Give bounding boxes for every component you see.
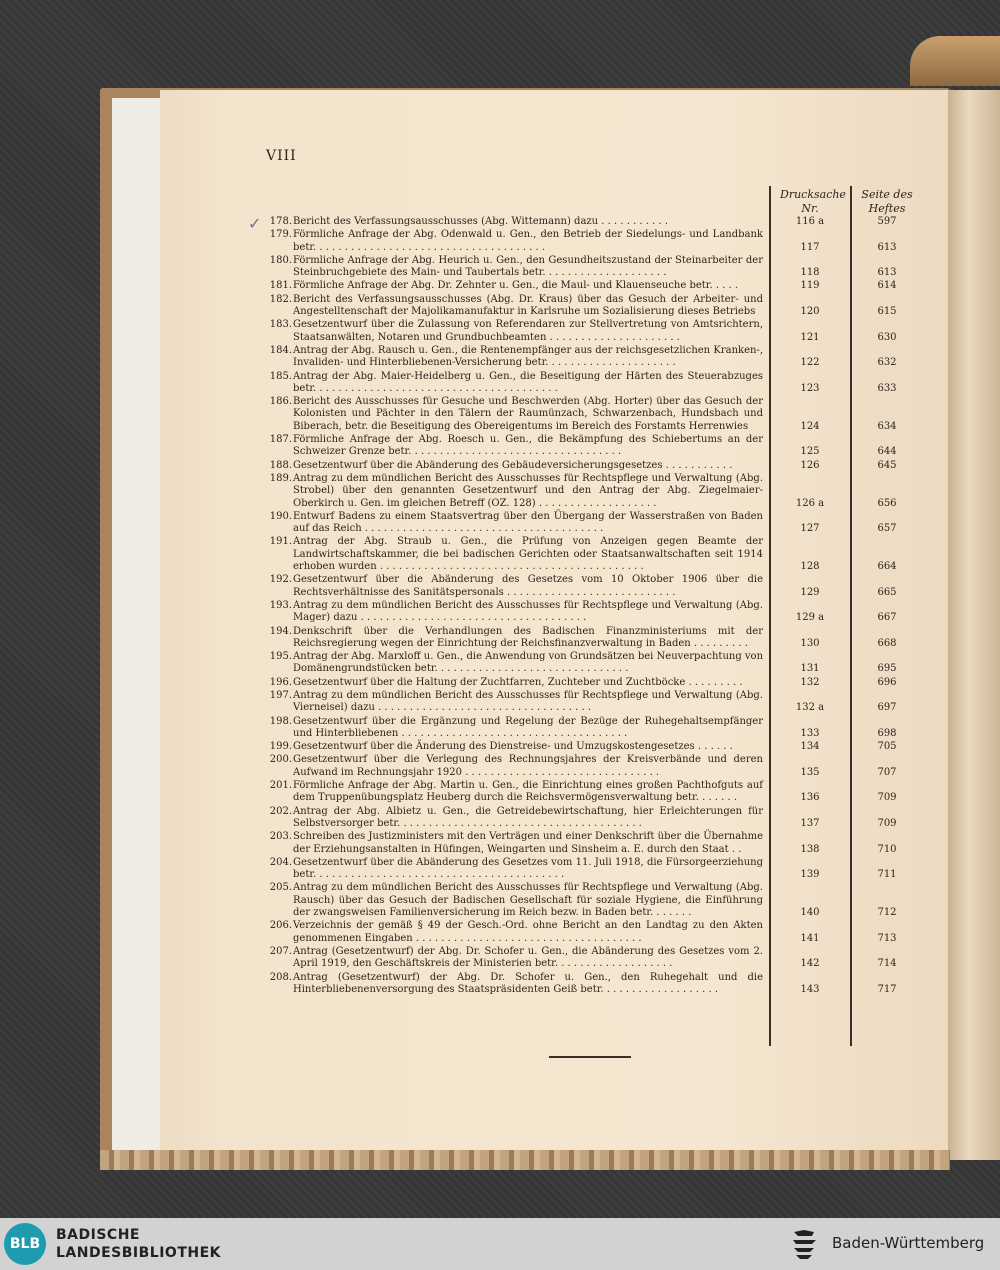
- entry-number: 202.: [269, 805, 292, 817]
- entry-title: Gesetzentwurf über die Ergänzung und Regelung der Bezüge der Ruhegehaltsempfänger und Hinterbliebenen . . . . . . . . . . . . . . . . . . . . . . . . . . . . . . . . . . . .: [293, 715, 763, 739]
- entry-page: 710: [877, 843, 897, 855]
- entry-number: 200.: [269, 754, 292, 766]
- toc-entry: [262, 806, 922, 831]
- entry-drucksache-nr: 118: [800, 267, 820, 279]
- entry-page: 634: [877, 420, 897, 432]
- entry-title: Antrag der Abg. Marxloff u. Gen., die Anwendung von Grundsätzen bei Neuverpachtung von Domänengrundstücken betr. . . . . . . . . . . . . . . . . . . . . . . . . . . . . . .: [293, 651, 764, 675]
- entry-number: 207.: [269, 945, 292, 957]
- entry-drucksache-nr: 136: [800, 792, 820, 804]
- entry-number: 203.: [269, 831, 292, 843]
- entry-drucksache-nr: 141: [800, 932, 820, 944]
- entry-title: Antrag (Gesetzentwurf) der Abg. Dr. Schofer u. Gen., den Ruhegehalt und die Hinterbliebenenversorgung des Staatspräsidenten Geiß betr. . . . . . . . . . . . . . . . . . .: [293, 971, 763, 995]
- entry-page: 644: [877, 446, 897, 458]
- entry-page: 632: [877, 357, 897, 369]
- entry-number: 180.: [269, 254, 292, 266]
- entry-page: 696: [877, 676, 897, 688]
- entry-title: Antrag der Abg. Maier-Heidelberg u. Gen., die Beseitigung der Härten des Steuerabzuges betr. . . . . . . . . . . . . . . . . . . . . . . . . . . . . . . . . . . . . . .: [293, 370, 763, 394]
- entry-number: 185.: [269, 370, 292, 382]
- entry-page: 597: [877, 216, 897, 227]
- entry-title: Antrag zu dem mündlichen Bericht des Ausschusses für Rechtspflege und Verwaltung (Abg. Mager) dazu . . . . . . . . . . . . . . . . . . . . . . . . . . . . . . . . . . . .: [293, 599, 763, 624]
- entry-page: 714: [877, 958, 897, 970]
- entry-number: 190.: [269, 510, 292, 522]
- entry-number: 181.: [269, 280, 292, 292]
- entry-drucksache-nr: 134: [800, 741, 820, 753]
- entry-page: 615: [877, 306, 897, 318]
- entry-page: 711: [877, 869, 897, 881]
- entry-title: Bericht des Ausschusses für Gesuche und Beschwerden (Abg. Horter) über das Gesuch der Kolonisten und Pächter in den Tälern der Raumünzach, Schwarzenbach, Hundsbach und Biberach, betr. die Beseitigung des Obereigentums im Bereich des Forstamts Herrenwies: [293, 396, 763, 432]
- entry-number: 208.: [269, 971, 292, 983]
- toc-entry: [262, 972, 922, 997]
- entry-page: 705: [877, 741, 897, 753]
- entry-number: 195.: [269, 651, 292, 663]
- entry-title: Förmliche Anfrage der Abg. Dr. Zehnter u. Gen., die Maul- und Klauenseuche betr. . . . .: [293, 280, 739, 292]
- entry-drucksache-nr: 133: [800, 727, 820, 739]
- toc-entry: [262, 600, 922, 625]
- entry-title: Förmliche Anfrage der Abg. Martin u. Gen., die Einrichtung eines großen Pachthofguts auf dem Truppenübungsplatz Heuberg durch die Reichsvermögensverwaltung betr. . . . . . .: [293, 780, 763, 804]
- entry-page: 709: [877, 792, 897, 804]
- entry-title: Antrag zu dem mündlichen Bericht des Ausschusses für Rechtspflege und Verwaltung (Abg. Strobel) über den genannten Gesetzentwurf und den Antrag der Abg. Ziegelmaier-Oberkirch u. Gen. im gleichen Betreff (OZ. 128) . . . . . . . . . . . . . . . . . . .: [293, 472, 763, 509]
- entry-page: 667: [877, 612, 897, 624]
- entry-page: 707: [877, 766, 897, 778]
- toc-entry: [262, 882, 922, 919]
- toc-entry: [262, 434, 922, 459]
- entry-drucksache-nr: 130: [800, 637, 820, 649]
- entry-title: Gesetzentwurf über die Änderung des Dienstreise- und Umzugskostengesetzes . . . . . .: [293, 741, 733, 753]
- toc-entry: [262, 946, 922, 971]
- entry-title: Antrag der Abg. Rausch u. Gen., die Rentenempfänger aus der reichsgesetzlichen Kranken-, Invaliden- und Hinterbliebenen-Versicherung betr. . . . . . . . . . . . . . . . . . . . .: [293, 344, 763, 369]
- column-header-seite: Seite des Heftes: [861, 188, 913, 215]
- entry-drucksache-nr: 135: [800, 766, 820, 778]
- entry-number: 201.: [269, 780, 292, 792]
- entry-drucksache-nr: 126: [800, 459, 820, 471]
- entry-number: 178.: [269, 216, 292, 227]
- entry-title: Gesetzentwurf über die Abänderung des Gesetzes vom 11. Juli 1918, die Fürsorgeerziehung betr. . . . . . . . . . . . . . . . . . . . . . . . . . . . . . . . . . . . . . . .: [293, 856, 763, 881]
- entry-number: 188.: [269, 459, 292, 471]
- entry-title: Schreiben des Justizministers mit den Verträgen und einer Denkschrift über die Übernahme der Erziehungsanstalten in Hüfingen, Weingarten und Sinsheim a. E. durch den Staat . .: [293, 831, 763, 855]
- book-corner: [910, 36, 1000, 86]
- entry-number: 183.: [269, 319, 292, 331]
- entry-number: 193.: [269, 599, 292, 611]
- page-number: VIII: [266, 148, 297, 164]
- entry-page: 657: [877, 523, 897, 535]
- toc-entry: [262, 294, 922, 319]
- entry-number: 198.: [269, 715, 292, 727]
- entry-number: 187.: [269, 434, 292, 446]
- entry-page: 717: [877, 983, 897, 995]
- entry-drucksache-nr: 124: [800, 420, 820, 432]
- toc-entry: [262, 857, 922, 882]
- entry-title: Denkschrift über die Verhandlungen des Badischen Finanzministeriums mit der Reichsregierung wegen der Einrichtung der Reichsfinanzverwaltung in Baden . . . . . . . . .: [293, 625, 763, 649]
- entry-title: Antrag der Abg. Straub u. Gen., die Prüfung von Anzeigen gegen Beamte der Landwirtschaftskammer, die bei badischen Gerichten oder Staatsanwaltschaften seit 1914 erhoben wurden . . . . . . . . . . . . . . . . . . . . . . . . . . . . . . . . . . . . . . . . . .: [293, 536, 763, 573]
- book-gutter: [948, 90, 1000, 1160]
- toc-entry: [262, 229, 922, 254]
- entry-drucksache-nr: 127: [800, 523, 820, 535]
- entry-drucksache-nr: 128: [800, 561, 820, 573]
- entry-title: Förmliche Anfrage der Abg. Heurich u. Gen., den Gesundheitszustand der Steinarbeiter der Steinbruchgebiete des Main- und Taubertals betr. . . . . . . . . . . . . . . . . . . .: [293, 254, 763, 279]
- entry-page: 695: [877, 663, 897, 675]
- toc-entry: [262, 741, 922, 753]
- entry-page: 668: [877, 637, 897, 649]
- entry-number: 184.: [269, 344, 292, 356]
- entry-drucksache-nr: 121: [800, 331, 820, 343]
- entry-number: 192.: [269, 574, 292, 586]
- entry-page: 613: [877, 267, 897, 279]
- column-header-drucksache: Drucksache Nr.: [780, 188, 846, 215]
- entry-title: Entwurf Badens zu einem Staatsvertrag über den Übergang der Wasserstraßen von Baden auf das Reich . . . . . . . . . . . . . . . . . . . . . . . . . . . . . . . . . . . . . .: [293, 510, 763, 535]
- entry-title: Gesetzentwurf über die Abänderung des Gesetzes vom 10 Oktober 1906 über die Rechtsverhältnisse des Sanitätspersonals . . . . . . . . . . . . . . . . . . . . . . . . . . .: [293, 574, 763, 598]
- entry-number: 197.: [269, 689, 292, 701]
- toc-entry: [262, 651, 922, 676]
- entry-title: Antrag der Abg. Albietz u. Gen., die Getreidebewirtschaftung, hier Erleichterungen für Selbstversorger betr. . . . . . . . . . . . . . . . . . . . . . . . . . . . . . . . . . . . . . .: [293, 805, 763, 829]
- toc-entry: [262, 754, 922, 779]
- entry-title: Antrag (Gesetzentwurf) der Abg. Dr. Schofer u. Gen., die Abänderung des Gesetzes vom 2. April 1919, den Geschäftskreis der Ministerien betr. . . . . . . . . . . . . . . . . . .: [293, 945, 763, 970]
- entry-title: Gesetzentwurf über die Verlegung des Rechnungsjahres der Kreisverbände und deren Aufwand im Rechnungsjahr 1920 . . . . . . . . . . . . . . . . . . . . . . . . . . . . . . .: [293, 754, 763, 778]
- entry-number: 182.: [269, 293, 292, 305]
- toc-entry: [262, 920, 922, 945]
- entry-drucksache-nr: 142: [800, 958, 820, 970]
- toc-entry: [262, 626, 922, 651]
- entry-title: Verzeichnis der gemäß § 49 der Gesch.-Ord. ohne Bericht an den Landtag zu den Akten genommenen Eingaben . . . . . . . . . . . . . . . . . . . . . . . . . . . . . . . . . . . .: [293, 920, 763, 944]
- toc-entry: [262, 371, 922, 396]
- entry-title: Bericht des Verfassungsausschusses (Abg. Wittemann) dazu . . . . . . . . . . .: [293, 216, 669, 227]
- entry-number: 196.: [269, 676, 292, 688]
- entry-page: 656: [877, 497, 897, 509]
- marbled-edge: [100, 1150, 950, 1170]
- toc-entry: [262, 396, 922, 433]
- entry-drucksache-nr: 129: [800, 586, 820, 598]
- entry-title: Bericht des Verfassungsausschusses (Abg. Dr. Kraus) über das Gesuch der Arbeiter- und Angestelltenschaft der Majolikamanufaktur in Karlsruhe um Sozialisierung dieses Betriebs: [293, 293, 763, 318]
- entry-title: Förmliche Anfrage der Abg. Odenwald u. Gen., den Betrieb der Siedelungs- und Landbank betr. . . . . . . . . . . . . . . . . . . . . . . . . . . . . . . . . . . . .: [293, 229, 763, 253]
- entry-drucksache-nr: 140: [800, 907, 820, 919]
- entry-drucksache-nr: 137: [800, 817, 820, 829]
- toc-entry: [262, 255, 922, 280]
- end-rule: [549, 1056, 631, 1058]
- entry-page: 664: [877, 561, 897, 573]
- entry-drucksache-nr: 122: [800, 357, 820, 369]
- entry-number: 199.: [269, 741, 292, 753]
- entry-page: 633: [877, 382, 897, 394]
- toc-entry: [262, 319, 922, 344]
- toc-entry: [262, 216, 922, 228]
- entry-drucksache-nr: 126 a: [795, 497, 825, 509]
- entry-drucksache-nr: 117: [800, 241, 820, 253]
- entry-page: 630: [877, 331, 897, 343]
- entry-drucksache-nr: 125: [800, 446, 820, 458]
- toc-entry: [262, 716, 922, 741]
- entry-page: 645: [877, 459, 897, 471]
- entry-title: Antrag zu dem mündlichen Bericht des Ausschusses für Rechtspflege und Verwaltung (Abg. Rausch) über das Gesuch der Badischen Gesellschaft für soziale Hygiene, die Einführung der zwangsweisen Familienversicherung im Reich bezw. in Baden betr. . . . . . .: [293, 882, 763, 919]
- entry-number: 205.: [269, 882, 292, 894]
- state-name[interactable]: Baden-Württemberg: [832, 1234, 985, 1252]
- toc-entry: [262, 831, 922, 856]
- entry-page: 698: [877, 727, 897, 739]
- entry-drucksache-nr: 139: [800, 869, 820, 881]
- entry-title: Gesetzentwurf über die Abänderung des Gebäudeversicherungsgesetzes . . . . . . . . . . .: [293, 459, 733, 471]
- toc-entry: [262, 690, 922, 715]
- toc-entry: [262, 280, 922, 292]
- entry-drucksache-nr: 129 a: [795, 612, 825, 624]
- entry-page: 665: [877, 586, 897, 598]
- entry-title: Antrag zu dem mündlichen Bericht des Ausschusses für Rechtspflege und Verwaltung (Abg. Vierneisel) dazu . . . . . . . . . . . . . . . . . . . . . . . . . . . . . . . . . .: [293, 689, 763, 714]
- entry-drucksache-nr: 120: [800, 306, 820, 318]
- toc-entry: [262, 780, 922, 805]
- entry-drucksache-nr: 116 a: [795, 216, 825, 227]
- entry-drucksache-nr: 132 a: [795, 702, 825, 714]
- entry-drucksache-nr: 132: [800, 676, 820, 688]
- toc-entry: [262, 511, 922, 536]
- entry-number: 204.: [269, 856, 292, 868]
- toc-entry: [262, 345, 922, 370]
- entry-page: 709: [877, 817, 897, 829]
- library-name[interactable]: [56, 1226, 221, 1262]
- toc-entry: [262, 460, 922, 472]
- entry-drucksache-nr: 143: [800, 983, 820, 995]
- entry-number: 186.: [269, 396, 292, 408]
- library-name-line1: BADISCHE: [56, 1227, 140, 1243]
- pencil-check-mark: ✓: [248, 214, 262, 233]
- library-name-line2: LANDESBIBLIOTHEK: [56, 1245, 222, 1261]
- blb-logo[interactable]: BLB: [4, 1223, 46, 1265]
- entry-drucksache-nr: 138: [800, 843, 820, 855]
- toc-entry: [262, 677, 922, 689]
- toc-entry: [262, 536, 922, 573]
- toc-entry: [262, 574, 922, 599]
- entry-drucksache-nr: 119: [800, 280, 820, 292]
- entry-number: 189.: [269, 472, 292, 484]
- entry-page: 697: [877, 702, 897, 714]
- entry-page: 712: [877, 907, 897, 919]
- page-edges: [112, 98, 164, 1158]
- entry-page: 614: [877, 280, 897, 292]
- entry-number: 191.: [269, 536, 292, 548]
- entry-number: 206.: [269, 920, 292, 932]
- entry-title: Förmliche Anfrage der Abg. Roesch u. Gen., die Bekämpfung des Schiebertums an der Schweizer Grenze betr. . . . . . . . . . . . . . . . . . . . . . . . . . . . . . . . . .: [293, 434, 763, 458]
- toc-entry: [262, 473, 922, 510]
- entry-title: Gesetzentwurf über die Zulassung von Referendaren zur Stellvertretung von Amtsrichtern, Staatsanwälten, Notaren und Grundbuchbeamten . . . . . . . . . . . . . . . . . . . . .: [293, 319, 763, 343]
- bw-lion-icon: [790, 1226, 820, 1262]
- entry-drucksache-nr: 123: [800, 382, 820, 394]
- entry-title: Gesetzentwurf über die Haltung der Zuchtfarren, Zuchteber und Zuchtböcke . . . . . . . . .: [293, 676, 743, 688]
- entry-page: 613: [877, 241, 897, 253]
- entry-page: 713: [877, 932, 897, 944]
- entry-drucksache-nr: 131: [800, 663, 820, 675]
- table-of-contents: [262, 216, 922, 997]
- entry-number: 194.: [269, 625, 292, 637]
- entry-number: 179.: [269, 229, 292, 241]
